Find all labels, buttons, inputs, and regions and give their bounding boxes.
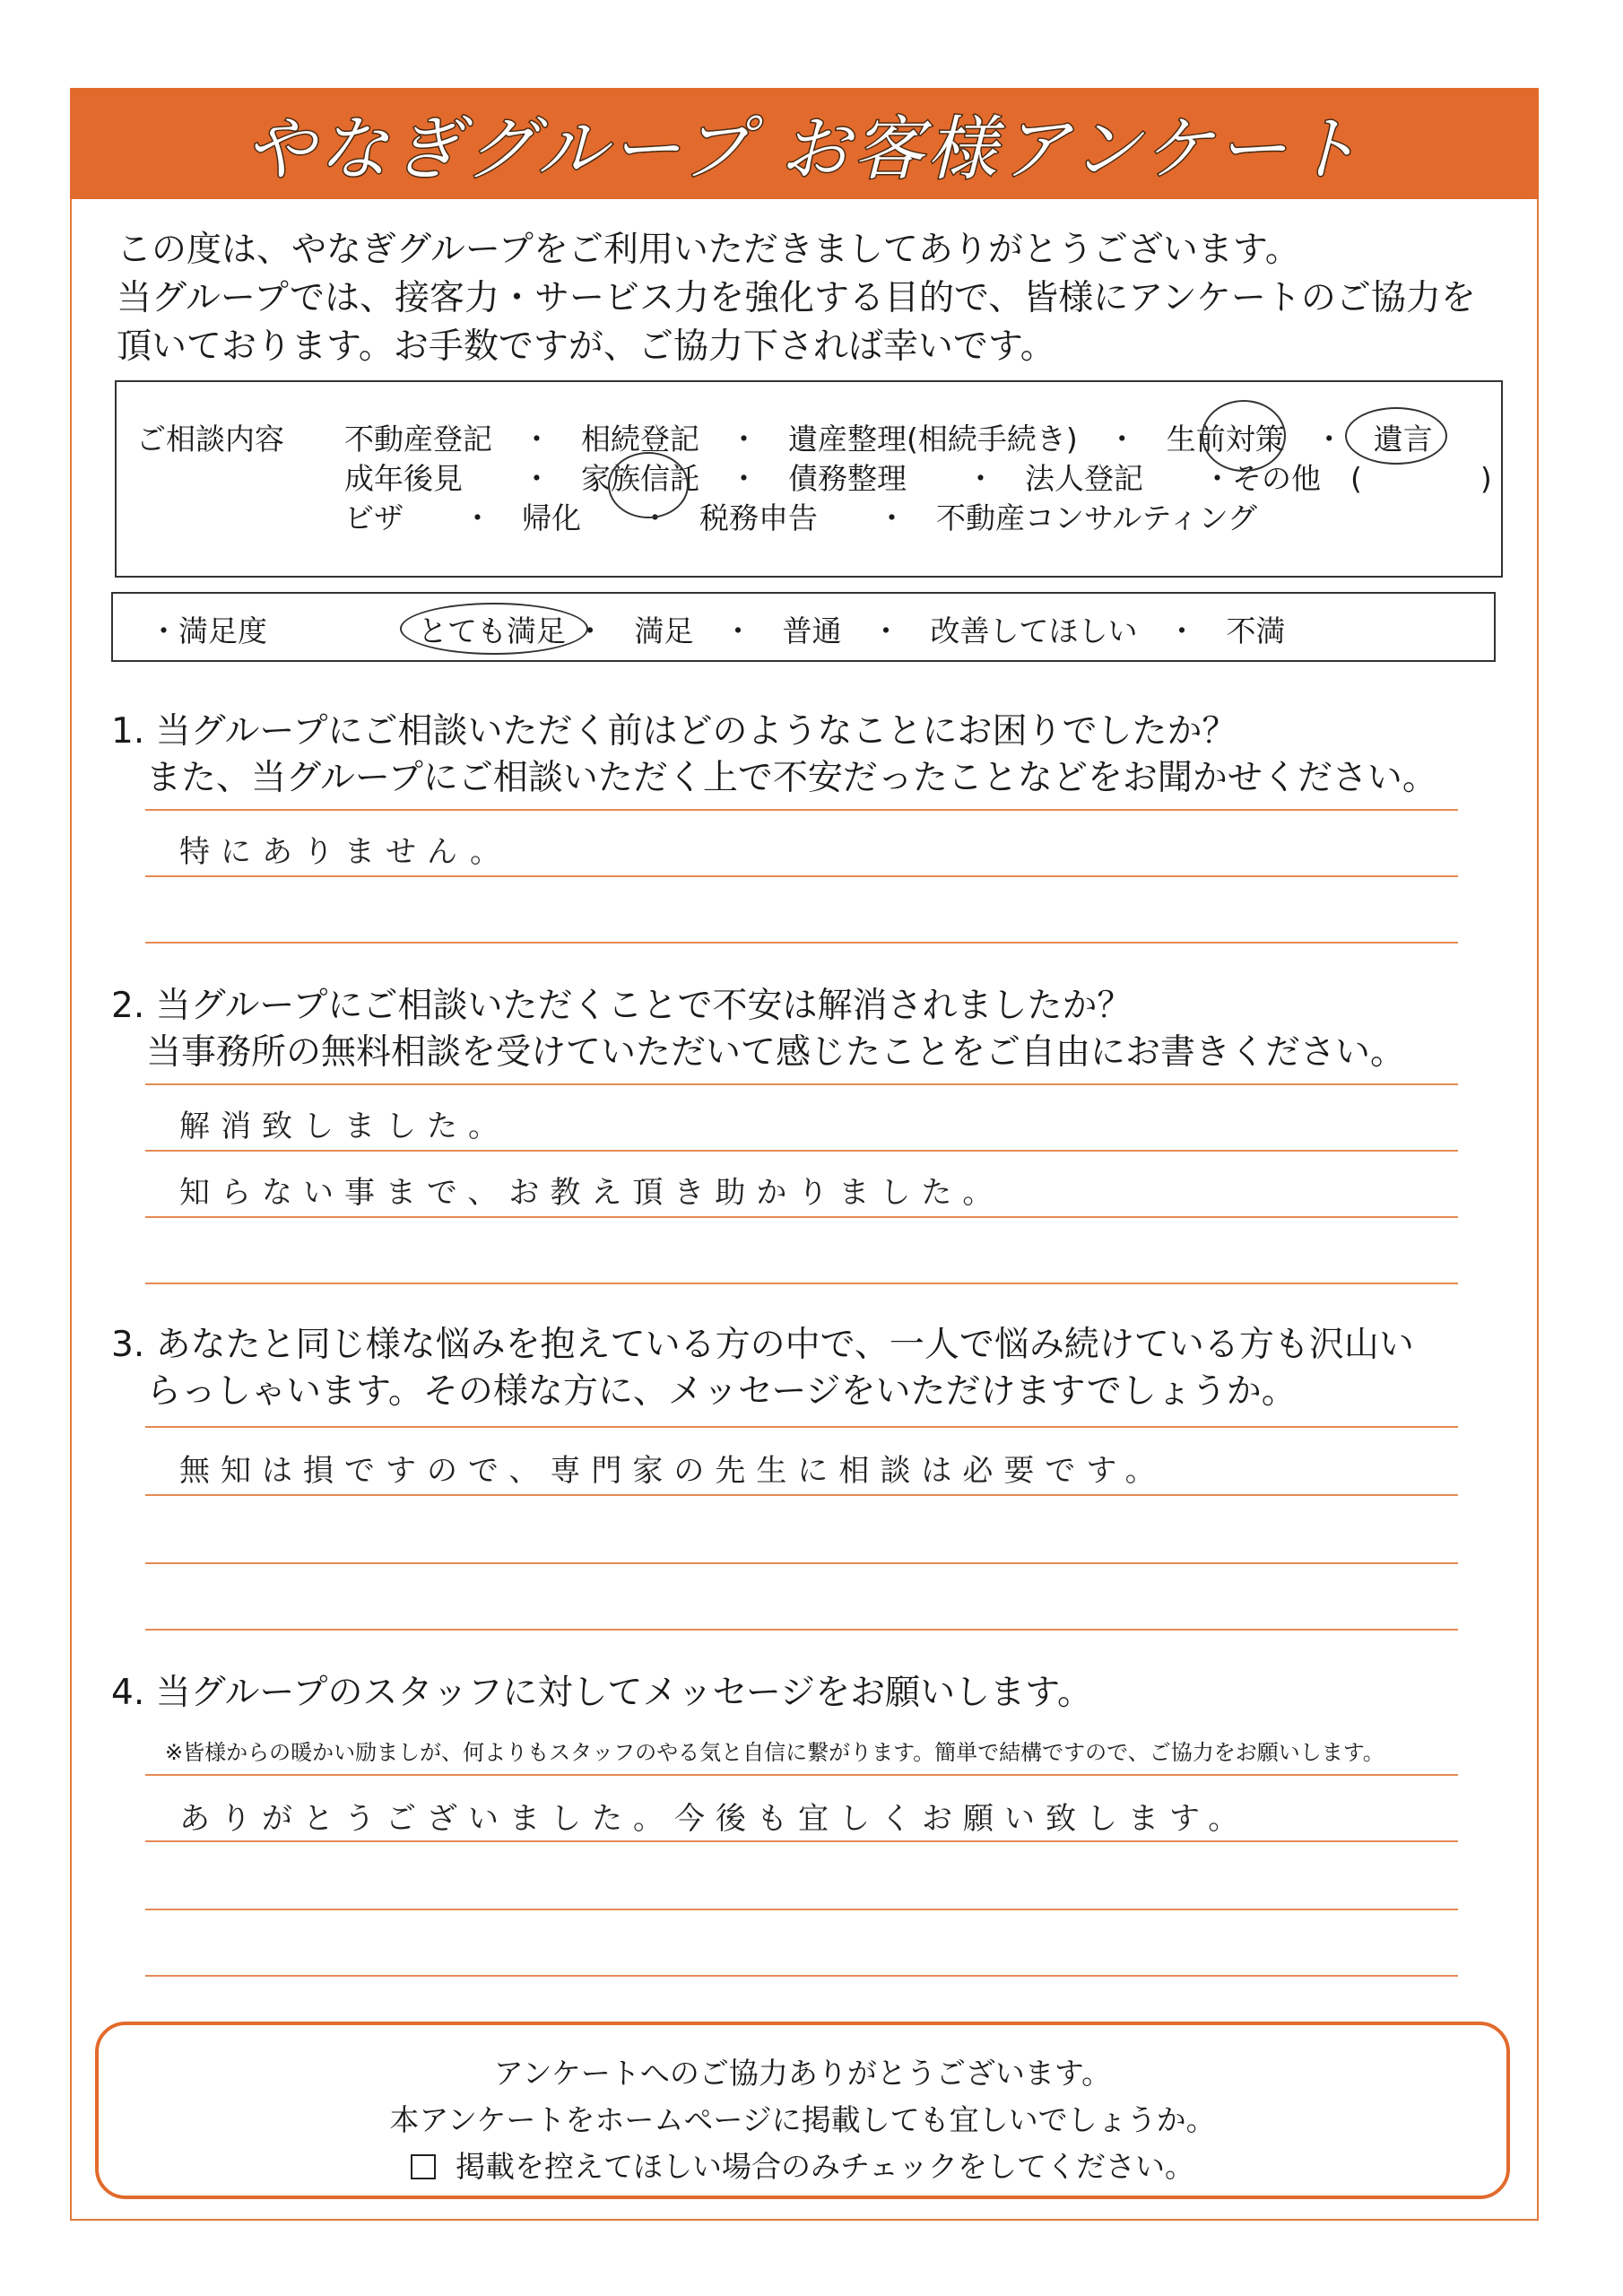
question-line: 1. 当グループにご相談いただく前はどのようなことにお困りでしたか？ [111, 711, 1237, 752]
question-4 [111, 1670, 1092, 1717]
answer-text: 解消致しました。 [179, 1109, 509, 1144]
satisfaction-label: ・満足度 [149, 613, 267, 648]
intro-line: この度は、やなぎグループをご利用いただきましてありがとうございます。 [117, 230, 1300, 270]
answer-line [145, 1840, 1458, 1842]
answer-text: 特にありません。 [179, 834, 512, 870]
answer-line [145, 1629, 1458, 1631]
question-line: らっしゃいます。その様な方に、メッセージをいただけますでしょうか。 [111, 1371, 1297, 1412]
answer-line [145, 1283, 1458, 1284]
publish-optout-checkbox[interactable] [411, 2154, 436, 2179]
consultation-options-row: ビザ ・ 帰化 ・ 税務申告 ・ 不動産コンサルティング [344, 500, 1258, 535]
consultation-label: ご相談内容 [136, 422, 284, 457]
satisfaction-options: とても満足 ・ 満足 ・ 普通 ・ 改善してほしい ・ 不満 [418, 613, 1286, 648]
question-line: また、当グループにご相談いただく上で不安だったことなどをお聞かせください。 [111, 758, 1437, 798]
answer-line [145, 1975, 1458, 1977]
question-4-note: ※皆様からの暖かい励ましが、何よりもスタッフのやる気と自信に繋がります。簡単で結構ですので、ご協力をお願いします。 [165, 1740, 1384, 1765]
footer-question: 本アンケートをホームページに掲載しても宜しいでしょうか。 [389, 2102, 1216, 2137]
answer-line [145, 809, 1458, 811]
answer-line [145, 1562, 1458, 1564]
answer-line [145, 942, 1458, 944]
answer-line [145, 1909, 1458, 1910]
selection-circle [400, 603, 588, 655]
question-line: 2. 当グループにご相談いただくことで不安は解消されましたか？ [111, 986, 1133, 1026]
answer-text: 無知は損ですので、専門家の先生に相談は必要です。 [179, 1453, 1167, 1489]
footer-check-row [99, 2144, 1506, 2186]
consultation-options-row: 成年後見 ・ 家族信託 ・ 債務整理 ・ 法人登記 ・その他 ( ) [344, 461, 1492, 496]
footer-thanks: アンケートへのご協力ありがとうございます。 [493, 2056, 1112, 2091]
consultation-options-row: 不動産登記 ・ 相続登記 ・ 遺産整理(相続手続き) ・ 生前対策 ・ 遺言 [344, 422, 1433, 457]
answer-text: 知らない事まで、お教え頂き助かりました。 [179, 1175, 1004, 1211]
selection-circle [1202, 400, 1286, 472]
footer-box [95, 2022, 1510, 2199]
footer-check-label: 掲載を控えてほしい場合のみチェックをしてください。 [455, 2149, 1194, 2184]
header-banner [70, 88, 1539, 199]
consultation-box [115, 380, 1503, 578]
intro-text [117, 226, 1497, 371]
answer-line [145, 875, 1458, 877]
satisfaction-box [111, 592, 1496, 662]
answer-line [145, 1083, 1458, 1085]
question-line: 4. 当グループのスタッフに対してメッセージをお願いします。 [111, 1673, 1093, 1713]
answer-line [145, 1150, 1458, 1152]
answer-text: ありがとうございました。今後も宜しくお願い致します。 [179, 1801, 1250, 1837]
question-line: 3. あなたと同じ様な悩みを抱えている方の中で、一人で悩み続けている方も沢山い [111, 1325, 1414, 1365]
answer-line [145, 1494, 1458, 1496]
answer-line [145, 1216, 1458, 1218]
question-2 [111, 983, 1405, 1076]
intro-line: 当グループでは、接客力・サービス力を強化する目的で、皆様にアンケートのご協力を [117, 278, 1476, 318]
selection-circle [608, 452, 689, 518]
question-3 [111, 1322, 1414, 1415]
survey-title: やなぎグループ お客様アンケート [245, 109, 1364, 190]
selection-circle [1345, 407, 1447, 465]
answer-line [145, 1426, 1458, 1428]
question-line: 当事務所の無料相談を受けていただいて感じたことをご自由にお書きください。 [111, 1032, 1406, 1073]
answer-line [145, 1774, 1458, 1776]
question-1 [111, 709, 1437, 802]
intro-line: 頂いております。お手数ですが、ご協力下されば幸いです。 [117, 326, 1055, 367]
